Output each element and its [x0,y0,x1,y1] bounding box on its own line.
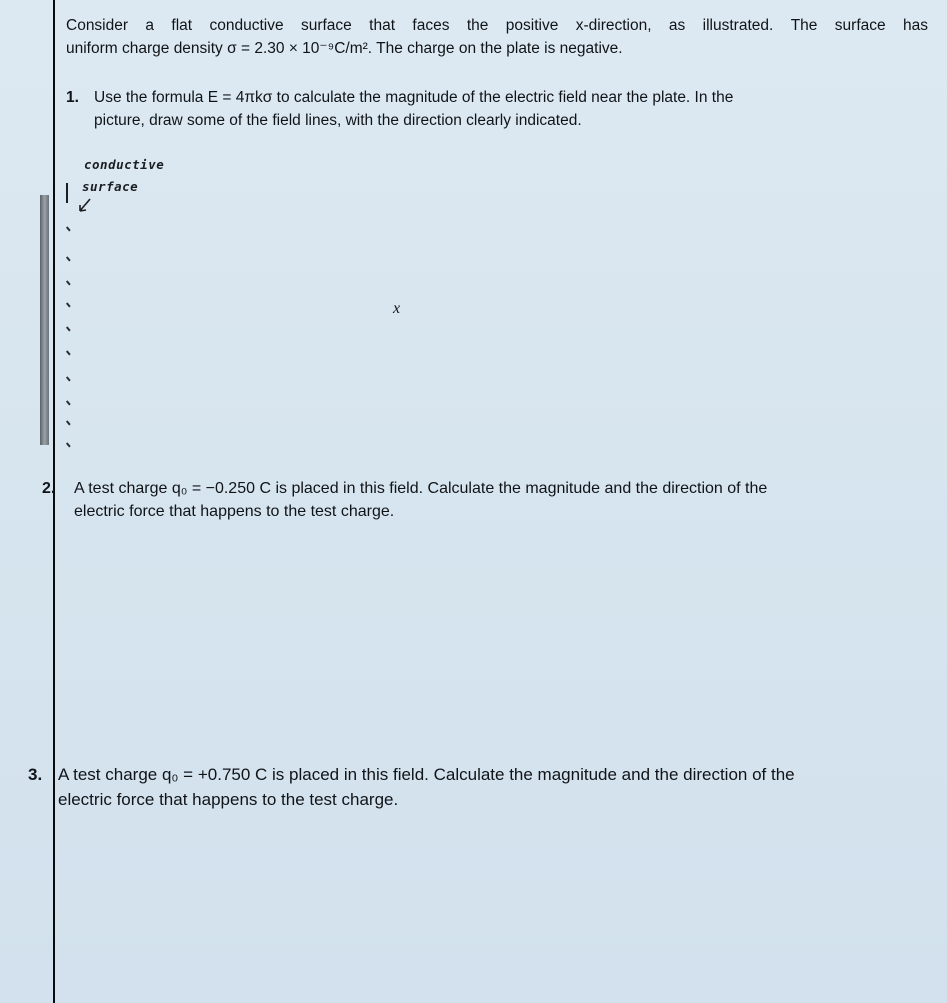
intro-line-2: uniform charge density σ = 2.30 × 10⁻⁹C/m². The charge on the plate is negative. [66,40,623,57]
question-2-line-2: electric force that happens to the test charge. [74,503,395,520]
intro-word: the [466,17,489,34]
intro-word: surface [834,17,886,34]
intro-word: illustrated. [702,17,774,34]
hand-label-surface: surface [82,179,139,194]
charge-tick-mark [66,256,70,261]
intro-word: x-direction, [575,17,652,34]
intro-word: as [668,17,686,34]
charge-tick-mark [66,376,70,381]
intro-word: a [145,17,155,34]
intro-word: surface [300,17,352,34]
charge-tick-mark [66,302,70,307]
intro-word: Consider [66,17,129,34]
intro-word: The [790,17,818,34]
conductive-surface [40,195,49,445]
surface-edge-line [66,183,68,203]
margin-line [53,0,55,1003]
charge-tick-mark [66,420,70,425]
intro-word: conductive [209,17,284,34]
axis-label-x: x [393,300,401,317]
intro-word: positive [505,17,559,34]
question-1-line-2: picture, draw some of the field lines, with the direction clearly indicated. [94,112,582,129]
charge-tick-mark [66,400,70,405]
charge-tick-mark [66,226,70,231]
question-3-line-1: A test charge q₀ = +0.750 C is placed in this field. Calculate the magnitude and the direction of the [58,765,795,784]
intro-word: has [903,17,928,34]
charge-tick-mark [66,350,70,355]
intro-paragraph [66,14,928,60]
question-2-number: 2. [42,480,56,497]
intro-word: that [369,17,396,34]
charge-tick-mark [66,326,70,331]
question-1-line-1: Use the formula E = 4πkσ to calculate the magnitude of the electric field near the plate. In the [94,89,734,106]
question-3-line-2: electric force that happens to the test charge. [58,790,399,809]
question-3-number: 3. [28,765,43,784]
intro-word: faces [412,17,450,34]
hand-arrow-icon [76,196,96,216]
intro-word: flat [171,17,193,34]
charge-tick-mark [66,442,70,447]
hand-label-conductive: conductive [84,157,165,172]
intro-line-1 [66,14,928,37]
question-2-line-1: A test charge q₀ = −0.250 C is placed in this field. Calculate the magnitude and the direction of the [74,480,768,497]
charge-tick-mark [66,280,70,285]
question-1-number: 1. [66,89,79,106]
